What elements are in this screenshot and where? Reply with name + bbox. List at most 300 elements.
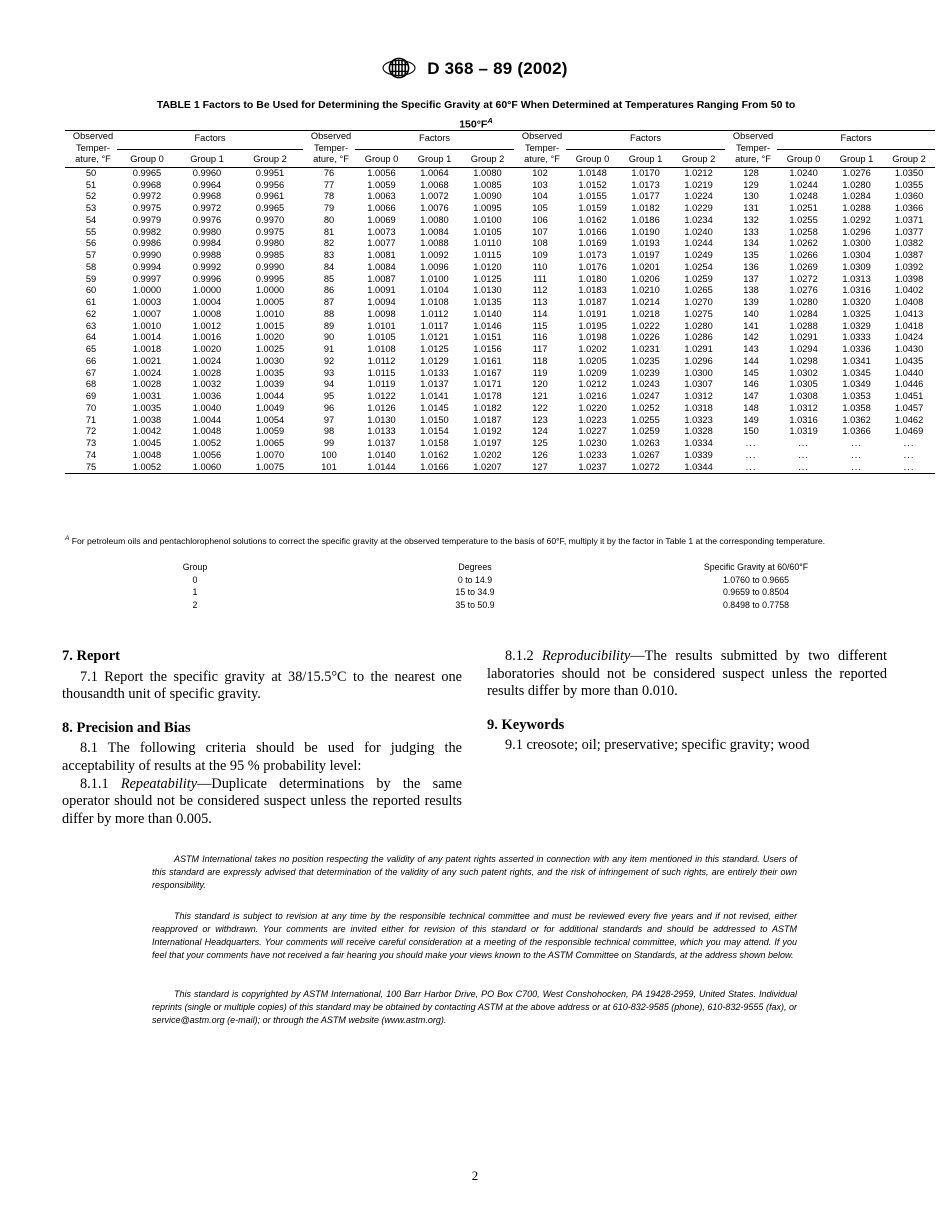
- cell-factor-group2: 1.0234: [684, 214, 713, 225]
- cell-group: 2: [192, 599, 198, 610]
- cell-factor-group1: 1.0020: [192, 344, 222, 355]
- cell-factor-group1: 1.0032: [192, 379, 222, 390]
- body-column-right: [487, 648, 887, 755]
- cell-factor-group0: 1.0087: [367, 273, 396, 284]
- cell-observed-temp: 100: [321, 449, 337, 460]
- table-caption-line1: TABLE 1 Factors to Be Used for Determining the Specific Gravity at 60°F When Determined at Temperatures Ranging From 50 to: [156, 99, 796, 111]
- reproducibility-number: 8.1.2: [505, 648, 542, 664]
- cell-factor-group1: 1.0141: [420, 391, 449, 402]
- cell-group: 1: [192, 587, 198, 598]
- cell-observed-temp: 65: [85, 344, 97, 355]
- cell-factor-group0: 1.0105: [367, 332, 396, 343]
- cell-factor-group2: 1.0254: [684, 261, 713, 272]
- cell-observed-temp: 75: [65, 462, 117, 474]
- table-row: [65, 227, 935, 239]
- cell-observed-temp: 82: [323, 238, 335, 249]
- cell-factor-group0: 1.0212: [578, 379, 607, 390]
- cell-observed-temp: 118: [532, 355, 548, 366]
- cell-factor-group1: 1.0012: [192, 320, 222, 331]
- cell-factor-group0: 1.0209: [578, 367, 607, 378]
- cell-factor-group1: 0.9968: [192, 191, 222, 202]
- table-row: [65, 356, 935, 368]
- cell-factor-group1: 1.0044: [192, 414, 222, 425]
- cell-factor-group0: 0.9994: [132, 261, 162, 272]
- cell-factor-group1: 1.0173: [631, 179, 660, 190]
- cell-observed-temp: 139: [743, 297, 759, 308]
- cell-factor-group0: 1.0048: [132, 449, 162, 460]
- cell-factor-group1: 1.0280: [842, 179, 871, 190]
- cell-factor-group2: 0.9995: [255, 273, 285, 284]
- cell-factor-group2: 1.0095: [473, 203, 502, 214]
- cell-factor-group2: 0.9961: [255, 191, 285, 202]
- cell-factor-group1: ...: [830, 462, 883, 474]
- cell-factor-group1: 1.0040: [192, 402, 222, 413]
- cell-factor-group1: 1.0341: [842, 355, 871, 366]
- cell-factor-group2: 0.9990: [255, 261, 285, 272]
- cell-factor-group2: 1.0334: [684, 438, 713, 449]
- cell-factor-group1: 1.0288: [842, 203, 871, 214]
- cell-factor-group2: 1.0015: [255, 320, 285, 331]
- cell-factor-group1: 1.0349: [842, 379, 871, 390]
- cell-factor-group2: ...: [903, 438, 915, 449]
- table-row: [65, 462, 935, 474]
- header-group1-4: Group 1: [839, 154, 874, 165]
- cell-observed-temp: 78: [323, 191, 335, 202]
- cell-factor-group2: 0.9970: [255, 214, 285, 225]
- cell-observed-temp: 60: [85, 285, 97, 296]
- cell-factor-group2: 1.0005: [255, 297, 285, 308]
- cell-factor-group2: 1.0080: [461, 167, 514, 179]
- cell-observed-temp: 117: [532, 344, 548, 355]
- cell-observed-temp: 85: [323, 273, 335, 284]
- cell-degrees: 35 to 50.9: [455, 599, 495, 610]
- cell-factor-group1: 1.0008: [192, 308, 222, 319]
- cell-factor-group1: 0.9972: [192, 203, 222, 214]
- cell-factor-group2: 1.0377: [894, 226, 924, 237]
- cell-factor-group0: 1.0202: [578, 344, 607, 355]
- cell-factor-group1: 1.0358: [842, 402, 871, 413]
- cell-factor-group2: 1.0291: [684, 344, 713, 355]
- cell-observed-temp: 93: [323, 367, 335, 378]
- cell-observed-temp: 52: [85, 191, 97, 202]
- cell-observed-temp: 54: [85, 214, 97, 225]
- cell-factor-group0: 1.0205: [578, 355, 607, 366]
- cell-group: 0: [192, 574, 198, 585]
- cell-factor-group2: 1.0049: [255, 402, 285, 413]
- cell-factor-group0: 1.0298: [789, 355, 818, 366]
- cell-factor-group0: 1.0056: [355, 167, 408, 179]
- cell-factor-group1: 1.0226: [631, 332, 660, 343]
- table-row: [65, 379, 935, 391]
- cell-factor-group2: 1.0392: [894, 261, 924, 272]
- table-row: [65, 403, 935, 415]
- cell-observed-temp: 97: [323, 414, 335, 425]
- cell-observed-temp: 123: [532, 414, 548, 425]
- cell-factor-group0: 1.0255: [789, 214, 818, 225]
- cell-factor-group2: 1.0371: [894, 214, 924, 225]
- cell-observed-temp: 143: [743, 344, 759, 355]
- cell-factor-group0: 1.0101: [367, 320, 396, 331]
- table-row: [65, 368, 935, 380]
- cell-factor-group2: 1.0090: [473, 191, 502, 202]
- cell-observed-temp: 89: [323, 320, 335, 331]
- section-heading-report: 7. Report: [62, 648, 120, 664]
- cell-factor-group0: 1.0035: [132, 402, 162, 413]
- cell-factor-group0: 1.0003: [132, 297, 162, 308]
- cell-factor-group0: 1.0077: [367, 238, 396, 249]
- cell-factor-group2: 1.0140: [473, 308, 502, 319]
- cell-observed-temp: 130: [743, 191, 759, 202]
- cell-factor-group2: 1.0318: [684, 402, 713, 413]
- cell-factor-group1: 1.0092: [420, 250, 449, 261]
- cell-factor-group2: 0.9975: [255, 226, 285, 237]
- cell-factor-group1: 1.0197: [631, 250, 660, 261]
- cell-factor-group1: 1.0117: [420, 320, 449, 331]
- table-caption-line2: 150°F: [459, 118, 488, 131]
- cell-factor-group0: 1.0288: [789, 320, 818, 331]
- header-observed-temp-2: Observed Temper- ature, °F: [303, 131, 355, 168]
- cell-factor-group0: 1.0066: [367, 203, 396, 214]
- cell-factor-group0: 1.0155: [578, 191, 607, 202]
- cell-factor-group0: 1.0000: [132, 285, 162, 296]
- paragraph-8-1: 8.1 The following criteria should be used for judging the acceptability of results at the 95 % probability level:: [62, 740, 462, 774]
- header-group2-4: Group 2: [892, 154, 926, 165]
- table-row: [65, 321, 935, 333]
- cell-factor-group1: 1.0177: [631, 191, 660, 202]
- cell-factor-group2: 1.0355: [894, 179, 924, 190]
- cell-factor-group1: 1.0182: [631, 203, 660, 214]
- cell-observed-temp: 91: [323, 344, 335, 355]
- cell-factor-group1: 1.0252: [631, 402, 660, 413]
- cell-factor-group1: 1.0056: [192, 449, 222, 460]
- cell-factor-group1: 1.0145: [420, 402, 449, 413]
- cell-factor-group1: 1.0108: [420, 297, 449, 308]
- cell-observed-temp: 133: [743, 226, 759, 237]
- table-row: [65, 344, 935, 356]
- cell-observed-temp: 115: [532, 320, 548, 331]
- paragraph-8-1-2: [487, 648, 887, 701]
- cell-factor-group2: 1.0360: [894, 191, 924, 202]
- cell-factor-group1: ...: [851, 449, 862, 460]
- cell-factor-group0: 1.0119: [367, 379, 396, 390]
- cell-observed-temp: 131: [743, 203, 759, 214]
- cell-factor-group2: 1.0105: [473, 226, 502, 237]
- cell-factor-group0: 1.0007: [132, 308, 162, 319]
- cell-factor-group0: 0.9979: [132, 214, 162, 225]
- cell-factor-group0: 1.0126: [367, 402, 396, 413]
- cell-factor-group0: 1.0272: [789, 273, 818, 284]
- cell-observed-temp: 55: [85, 226, 97, 237]
- header-group2-3: Group 2: [681, 154, 716, 165]
- cell-observed-temp: 59: [85, 273, 97, 284]
- cell-factor-group2: 1.0219: [684, 179, 713, 190]
- paragraph-9-1: 9.1 creosote; oil; preservative; specific gravity; wood: [505, 737, 810, 754]
- cell-factor-group0: 1.0302: [789, 367, 818, 378]
- cell-factor-group1: 1.0186: [631, 214, 660, 225]
- cell-factor-group1: 1.0272: [619, 462, 672, 474]
- cell-factor-group0: 1.0237: [566, 462, 619, 474]
- document-header: [0, 57, 950, 79]
- cell-observed-temp: 129: [743, 179, 759, 190]
- cell-factor-group0: 0.9997: [132, 273, 162, 284]
- cell-observed-temp: 96: [323, 402, 335, 413]
- cell-factor-group2: 1.0259: [684, 273, 713, 284]
- cell-observed-temp: 53: [85, 203, 97, 214]
- cell-factor-group1: 1.0218: [631, 308, 660, 319]
- cell-observed-temp: 69: [85, 391, 97, 402]
- cell-observed-temp: 79: [323, 203, 335, 214]
- cell-observed-temp: 80: [323, 214, 335, 225]
- cell-factor-group2: 1.0025: [255, 344, 285, 355]
- cell-factor-group0: 1.0284: [789, 308, 818, 319]
- cell-factor-group0: 1.0251: [789, 203, 818, 214]
- cell-observed-temp: 106: [532, 214, 548, 225]
- cell-observed-temp: 86: [323, 285, 335, 296]
- cell-factor-group2: 1.0035: [255, 367, 285, 378]
- cell-factor-group1: 1.0052: [192, 438, 222, 449]
- repeatability-number: 8.1.1: [80, 775, 121, 792]
- cell-observed-temp: 127: [514, 462, 566, 474]
- cell-factor-group2: 1.0339: [684, 449, 713, 460]
- group-table-row: [65, 599, 887, 612]
- table-row: [65, 203, 935, 215]
- table-row: [65, 309, 935, 321]
- cell-factor-group2: 1.0120: [473, 261, 502, 272]
- cell-factor-group0: 1.0187: [578, 297, 607, 308]
- cell-factor-group2: 1.0135: [473, 297, 502, 308]
- cell-factor-group0: 1.0262: [789, 238, 818, 249]
- cell-factor-group2: 1.0350: [883, 167, 935, 179]
- cell-factor-group2: 1.0171: [473, 379, 502, 390]
- cell-observed-temp: 135: [743, 250, 759, 261]
- table-row: [65, 191, 935, 203]
- cell-observed-temp: 138: [743, 285, 759, 296]
- cell-factor-group0: 1.0042: [132, 426, 162, 437]
- cell-observed-temp: 132: [743, 214, 759, 225]
- cell-factor-group2: 1.0462: [894, 414, 924, 425]
- cell-observed-temp: 126: [532, 449, 548, 460]
- cell-factor-group0: 1.0094: [367, 297, 396, 308]
- cell-factor-group1: 1.0329: [842, 320, 871, 331]
- cell-factor-group1: 1.0309: [842, 261, 871, 272]
- cell-observed-temp: 58: [85, 261, 97, 272]
- cell-factor-group2: 1.0323: [684, 414, 713, 425]
- cell-factor-group0: 0.9982: [132, 226, 162, 237]
- cell-factor-group2: 1.0151: [473, 332, 502, 343]
- header-group0-1: Group 0: [130, 154, 164, 165]
- header-factors-3: Factors: [566, 131, 725, 149]
- cell-factor-group1: 0.9960: [177, 167, 237, 179]
- cell-factor-group1: 1.0243: [631, 379, 660, 390]
- cell-observed-temp: 134: [743, 238, 759, 249]
- cell-factor-group2: 1.0182: [473, 402, 502, 413]
- cell-factor-group1: 0.9992: [192, 261, 222, 272]
- cell-factor-group0: 1.0052: [117, 462, 177, 474]
- table-row: [65, 438, 935, 450]
- cell-factor-group0: 1.0180: [578, 273, 607, 284]
- cell-factor-group1: 1.0072: [420, 191, 449, 202]
- footnote-marker: A: [65, 535, 70, 542]
- table-row: [65, 262, 935, 274]
- cell-factor-group1: 1.0080: [420, 214, 449, 225]
- group-table-header-1: Degrees: [458, 562, 492, 572]
- cell-factor-group1: 1.0133: [420, 367, 449, 378]
- cell-factor-group1: ...: [851, 438, 862, 449]
- group-table-header-0: Group: [182, 562, 208, 572]
- cell-factor-group2: 1.0402: [894, 285, 924, 296]
- cell-factor-group0: 1.0144: [355, 462, 408, 474]
- paragraph-8-1-1: [62, 776, 462, 829]
- reproducibility-text: —The results submitted by two different laboratories should not be considered suspect unless the reported results differ by more than 0.010.: [487, 648, 887, 700]
- cell-factor-group2: 1.0054: [255, 414, 285, 425]
- cell-factor-group0: 1.0091: [367, 285, 396, 296]
- table-header-row-groups: [65, 150, 935, 167]
- cell-observed-temp: 107: [532, 226, 548, 237]
- cell-factor-group1: 1.0336: [842, 344, 871, 355]
- cell-factor-group1: 1.0263: [631, 438, 660, 449]
- cell-observed-temp: 146: [743, 379, 759, 390]
- cell-factor-group2: 1.0146: [473, 320, 502, 331]
- legal-paragraph-2: This standard is subject to revision at any time by the responsible technical committee and must be reviewed every five years and if not revised, either reapproved or withdrawn. Your comments are invited either for revision of this standard or for additional standards and should be addressed to ASTM International Headquarters. Your comments will receive careful consideration at a meeting of the responsible technical committee, which you may attend. If you feel that your comments have not received a fair hearing you should make your views known to the ASTM Committee on Standards, at the address shown below.: [152, 911, 797, 961]
- cell-factor-group2: 0.9985: [255, 250, 285, 261]
- legal-paragraph-1: ASTM International takes no position respecting the validity of any patent rights asserted in connection with any item mentioned in this standard. Users of this standard are expressly advised that determination of the validity of any such patent rights, and the risk of infringement of such rights, are entirely their own responsibility.: [152, 854, 797, 891]
- cell-factor-group2: 1.0178: [473, 391, 502, 402]
- cell-factor-group2: 1.0070: [255, 449, 285, 460]
- cell-factor-group2: 1.0451: [894, 391, 924, 402]
- cell-factor-group1: 1.0104: [420, 285, 449, 296]
- cell-factor-group1: 1.0206: [631, 273, 660, 284]
- cell-factor-group1: 1.0362: [842, 414, 871, 425]
- cell-factor-group1: 0.9964: [192, 179, 222, 190]
- cell-factor-group2: 1.0280: [684, 320, 713, 331]
- cell-factor-group2: 1.0413: [894, 308, 924, 319]
- header-group2-2: Group 2: [470, 154, 505, 165]
- cell-factor-group0: 0.9975: [132, 203, 162, 214]
- cell-observed-temp: 83: [323, 250, 335, 261]
- cell-observed-temp: 144: [743, 355, 759, 366]
- cell-factor-group2: 1.0000: [255, 285, 285, 296]
- cell-factor-group0: 1.0069: [367, 214, 396, 225]
- cell-factor-group1: 1.0162: [420, 449, 449, 460]
- cell-factor-group1: 1.0345: [842, 367, 871, 378]
- cell-factor-group0: 1.0266: [789, 250, 818, 261]
- cell-factor-group0: 1.0195: [578, 320, 607, 331]
- cell-factor-group1: 1.0048: [192, 426, 222, 437]
- cell-factor-group1: 1.0296: [842, 226, 871, 237]
- cell-factor-group0: 1.0216: [578, 391, 607, 402]
- cell-factor-group1: 1.0267: [631, 449, 660, 460]
- cell-factor-group1: 1.0214: [631, 297, 660, 308]
- cell-factor-group1: 1.0036: [192, 391, 222, 402]
- cell-factor-group0: 1.0294: [789, 344, 818, 355]
- table-row: [65, 215, 935, 227]
- cell-factor-group2: 1.0229: [684, 203, 713, 214]
- header-group1-1: Group 1: [190, 154, 224, 165]
- cell-factor-group0: 0.9968: [132, 179, 162, 190]
- cell-factor-group1: 1.0004: [192, 297, 222, 308]
- cell-factor-group1: 1.0024: [192, 355, 222, 366]
- table-row: [65, 250, 935, 262]
- cell-factor-group2: 0.9980: [255, 238, 285, 249]
- cell-factor-group2: 1.0344: [672, 462, 725, 474]
- header-observed-temp-3: Observed Temper- ature, °F: [514, 131, 566, 168]
- cell-factor-group2: 1.0249: [684, 250, 713, 261]
- cell-observed-temp: 109: [532, 250, 548, 261]
- cell-factor-group2: 1.0418: [894, 320, 924, 331]
- cell-factor-group0: 1.0130: [367, 414, 396, 425]
- cell-factor-group1: 1.0121: [420, 332, 449, 343]
- header-group2-1: Group 2: [253, 154, 287, 165]
- cell-observed-temp: 70: [85, 402, 97, 413]
- cell-factor-group2: 1.0408: [894, 297, 924, 308]
- table-row: [65, 238, 935, 250]
- cell-factor-group2: 1.0044: [255, 391, 285, 402]
- table-row: [65, 332, 935, 344]
- cell-factor-group0: 1.0233: [578, 449, 607, 460]
- cell-factor-group0: 1.0316: [789, 414, 818, 425]
- cell-observed-temp: 95: [323, 391, 335, 402]
- cell-factor-group2: 0.9951: [237, 167, 303, 179]
- cell-factor-group0: 1.0122: [367, 391, 396, 402]
- cell-factor-group0: 1.0248: [789, 191, 818, 202]
- cell-factor-group0: 1.0269: [789, 261, 818, 272]
- cell-factor-group2: 1.0130: [473, 285, 502, 296]
- cell-factor-group1: 1.0325: [842, 308, 871, 319]
- cell-factor-group0: 1.0240: [777, 167, 830, 179]
- header-factors-2: Factors: [355, 131, 514, 149]
- cell-observed-temp: 105: [532, 203, 548, 214]
- cell-specific-gravity: 0.9659 to 0.8504: [722, 587, 790, 598]
- cell-specific-gravity: 0.8498 to 0.7758: [722, 599, 790, 610]
- cell-factor-group2: 1.0440: [894, 367, 924, 378]
- cell-factor-group2: 1.0085: [473, 179, 502, 190]
- cell-factor-group2: 1.0387: [894, 250, 924, 261]
- header-group0-3: Group 0: [575, 154, 610, 165]
- cell-factor-group0: 1.0312: [789, 402, 818, 413]
- header-group0-4: Group 0: [786, 154, 821, 165]
- cell-observed-temp: 94: [323, 379, 335, 390]
- cell-factor-group1: 1.0255: [631, 414, 660, 425]
- table-footnote: [65, 533, 887, 547]
- cell-factor-group1: 1.0158: [420, 438, 449, 449]
- cell-factor-group1: 1.0000: [192, 285, 222, 296]
- cell-factor-group2: 1.0435: [894, 355, 924, 366]
- cell-observed-temp: 150: [743, 426, 759, 437]
- cell-factor-group0: 1.0112: [367, 355, 396, 366]
- cell-factor-group0: 1.0227: [578, 426, 607, 437]
- header-observed-temp-4: Observed Temper- ature, °F: [725, 131, 777, 168]
- cell-observed-temp: 99: [323, 438, 335, 449]
- cell-factor-group1: 1.0166: [408, 462, 461, 474]
- cell-factor-group1: 1.0190: [631, 226, 660, 237]
- cell-factor-group0: 1.0159: [578, 203, 607, 214]
- cell-factor-group2: 1.0275: [684, 308, 713, 319]
- cell-observed-temp: 147: [743, 391, 759, 402]
- cell-degrees: 0 to 14.9: [457, 574, 493, 585]
- cell-factor-group0: 0.9965: [117, 167, 177, 179]
- cell-observed-temp: 128: [725, 167, 777, 179]
- cell-factor-group0: 0.9990: [132, 250, 162, 261]
- cell-observed-temp: 98: [323, 426, 335, 437]
- header-group1-3: Group 1: [628, 154, 663, 165]
- cell-factor-group1: 1.0231: [631, 344, 660, 355]
- cell-observed-temp: 51: [85, 179, 97, 190]
- cell-factor-group2: 1.0457: [894, 402, 924, 413]
- legal-notice-copyright: [152, 988, 797, 1027]
- cell-observed-temp: 63: [85, 320, 97, 331]
- cell-factor-group2: 1.0161: [473, 355, 502, 366]
- cell-factor-group1: 1.0064: [408, 167, 461, 179]
